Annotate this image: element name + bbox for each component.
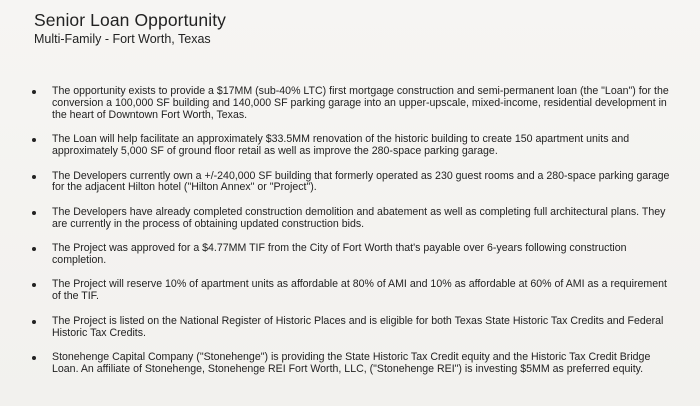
bullet-dot-icon <box>32 283 36 287</box>
bullet-dot-icon <box>32 247 36 251</box>
page-subtitle: Multi-Family - Fort Worth, Texas <box>34 32 211 46</box>
bullet-text: The Developers currently own a +/-240,000 SF building that formerly operated as 230 guest rooms and a 280-space parking garage for the adjacent Hilton hotel ("Hilton Annex" or "Project"). <box>52 169 670 194</box>
bullet-dot-icon <box>32 211 36 215</box>
bullet-text: The opportunity exists to provide a $17MM (sub-40% LTC) first mortgage construction and semi-permanent loan (the "Loan") for the conversion a 100,000 SF building and 140,000 SF parking garage into an upper-upscale, mixed-income, residential development in the heart of Downtown Fort Worth, Texas. <box>52 85 669 121</box>
bullet-dot-icon <box>32 138 36 142</box>
bullet-dot-icon <box>32 90 36 94</box>
bullet-text: The Loan will help facilitate an approximately $33.5MM renovation of the historic building to create 150 apartment units and approximately 5,000 SF of ground floor retail as well as improve the 280-space parking garage. <box>52 133 630 158</box>
bullet-item-3 <box>28 171 678 195</box>
bullet-item-1 <box>28 86 678 122</box>
bullet-list <box>28 86 678 388</box>
bullet-item-6 <box>28 279 678 303</box>
bullet-text: The Project will reserve 10% of apartment units as affordable at 80% of AMI and 10% as affordable at 60% of AMI as a requirement of the TIF. <box>52 278 667 303</box>
bullet-dot-icon <box>32 175 36 179</box>
bullet-dot-icon <box>32 356 36 360</box>
bullet-item-7 <box>28 316 678 340</box>
bullet-item-4 <box>28 207 678 231</box>
page-title: Senior Loan Opportunity <box>34 10 227 30</box>
bullet-item-8 <box>28 352 678 376</box>
bullet-text: Stonehenge Capital Company ("Stonehenge") is providing the State Historic Tax Credit equity and the Historic Tax Credit Bridge Loan. An affiliate of Stonehenge, Stonehenge REI Fort Worth, LLC, ("Stonehenge REI") is investing $5MM as preferred equity. <box>52 351 651 375</box>
bullet-item-2 <box>28 134 678 158</box>
bullet-text: The Project is listed on the National Register of Historic Places and is eligible for both Texas State Historic Tax Credits and Federal Historic Tax Credits. <box>52 314 664 339</box>
bullet-text: The Project was approved for a $4.77MM TIF from the City of Fort Worth that's payable over 6-years following construction completion. <box>52 242 627 267</box>
bullet-dot-icon <box>32 320 36 324</box>
bullet-item-5 <box>28 243 678 267</box>
bullet-text: The Developers have already completed construction demolition and abatement as well as completing full architectural plans. They are currently in the process of obtaining updated construction bids. <box>52 205 666 230</box>
